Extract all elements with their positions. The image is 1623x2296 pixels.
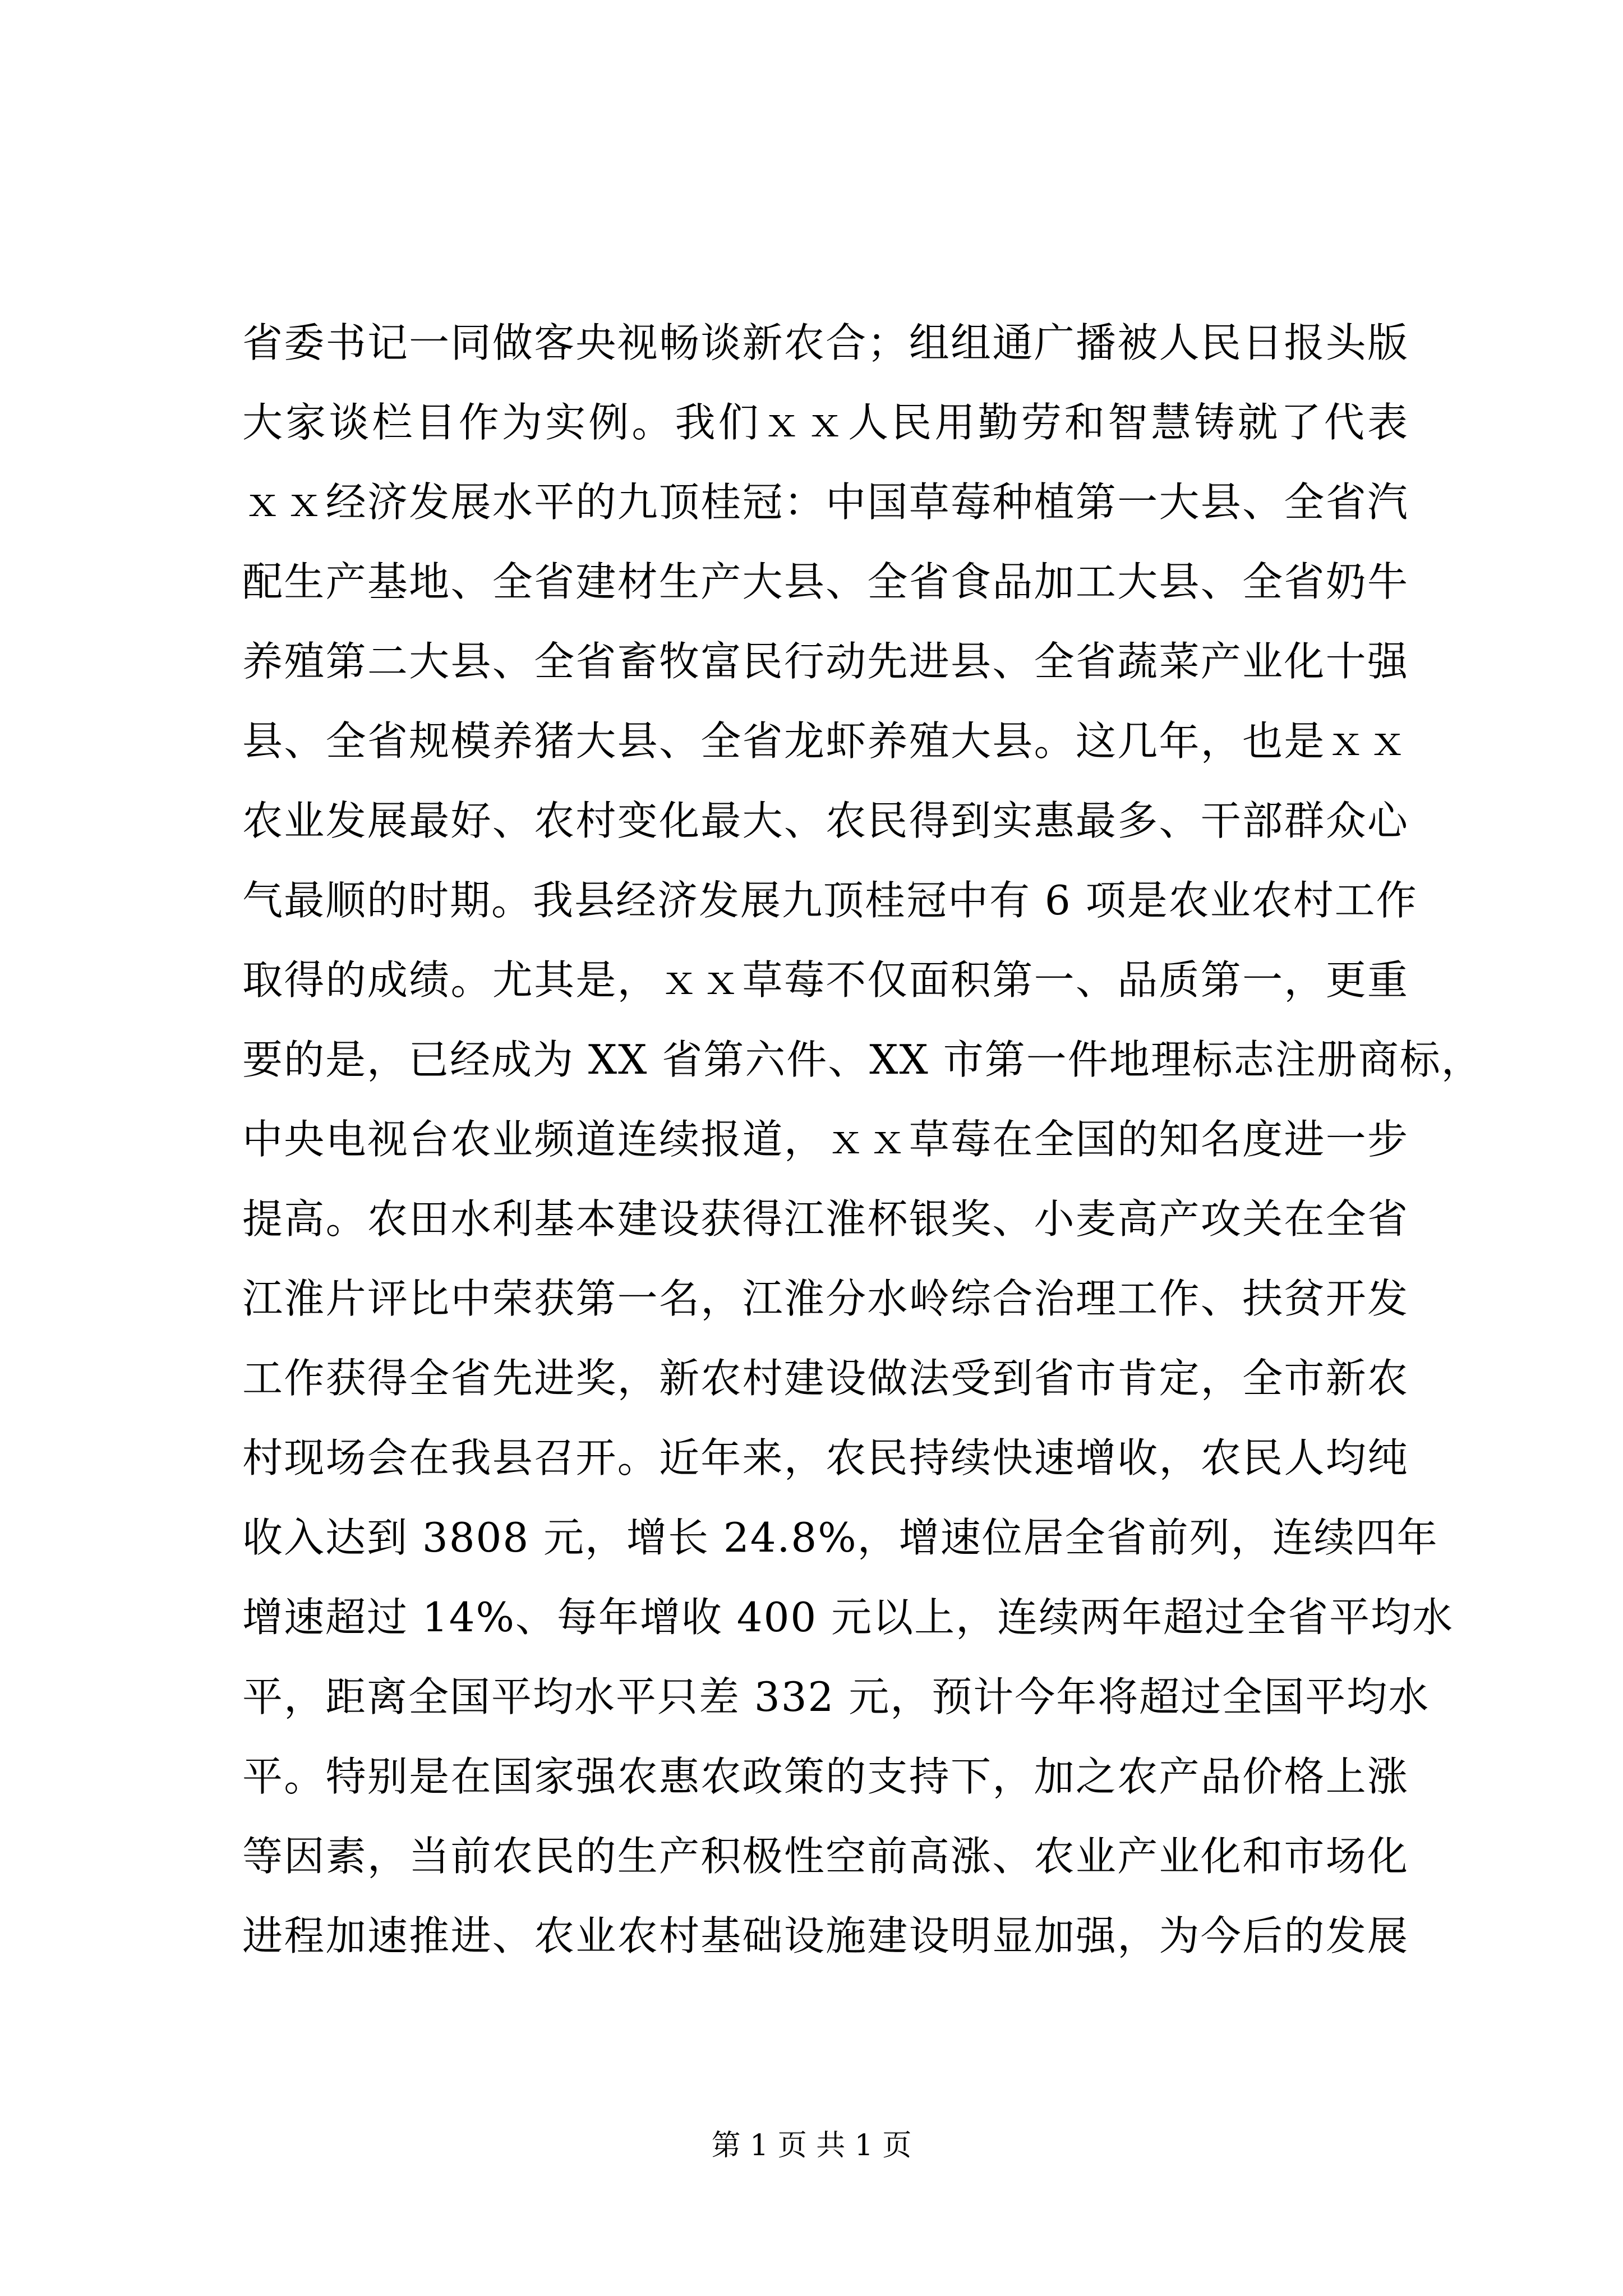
text-line: 等因素，当前农民的生产积极性空前高涨、农业产业化和市场化 (242, 1833, 1409, 1880)
text-line: 省委书记一同做客央视畅谈新农合；组组通广播被人民日报头版 (242, 319, 1409, 366)
text-line: 村现场会在我县召开。近年来，农民持续快速增收，农民人均纯 (242, 1434, 1409, 1481)
text-line: 气最顺的时期。我县经济发展九顶桂冠中有 6 项是农业农村工作 (242, 877, 1418, 924)
text-line: 养殖第二大县、全省畜牧富民行动先进县、全省蔬菜产业化十强 (242, 638, 1409, 685)
text-line: 收入达到 3808 元，增长 24.8%，增速位居全省前列，连续四年 (242, 1514, 1438, 1561)
page-footer: 第 1 页 共 1 页 (711, 2129, 912, 2162)
text-line: 江淮片评比中荣获第一名，江淮分水岭综合治理工作、扶贫开发 (242, 1275, 1409, 1322)
text-line: 大家谈栏目作为实例。我们ｘｘ人民用勤劳和智慧铸就了代表 (242, 399, 1409, 446)
text-line: 增速超过 14%、每年增收 400 元以上，连续两年超过全省平均水 (242, 1594, 1454, 1641)
text-line: ｘｘ经济发展水平的九顶桂冠：中国草莓种植第一大县、全省汽 (242, 478, 1409, 526)
text-line: 县、全省规模养猪大县、全省龙虾养殖大县。这几年，也是ｘｘ (242, 717, 1409, 765)
text-line: 提高。农田水利基本建设获得江淮杯银奖、小麦高产攻关在全省 (242, 1195, 1409, 1243)
text-line: 农业发展最好、农村变化最大、农民得到实惠最多、干部群众心 (242, 797, 1409, 844)
text-line: 中央电视台农业频道连续报道，ｘｘ草莓在全国的知名度进一步 (242, 1116, 1409, 1163)
text-line: 进程加速推进、农业农村基础设施建设明显加强，为今后的发展 (242, 1912, 1409, 1959)
text-line: 配生产基地、全省建材生产大县、全省食品加工大县、全省奶牛 (242, 558, 1409, 605)
text-line: 平，距离全国平均水平只差 332 元，预计今年将超过全国平均水 (242, 1673, 1430, 1720)
text-line: 平。特别是在国家强农惠农政策的支持下，加之农产品价格上涨 (242, 1753, 1409, 1800)
body-text (242, 303, 1483, 1976)
text-line: 要的是，已经成为 XX 省第六件、XX 市第一件地理标志注册商标， (242, 1036, 1483, 1083)
text-line: 取得的成绩。尤其是，ｘｘ草莓不仅面积第一、品质第一，更重 (242, 956, 1409, 1004)
text-line: 工作获得全省先进奖，新农村建设做法受到省市肯定，全市新农 (242, 1355, 1409, 1402)
